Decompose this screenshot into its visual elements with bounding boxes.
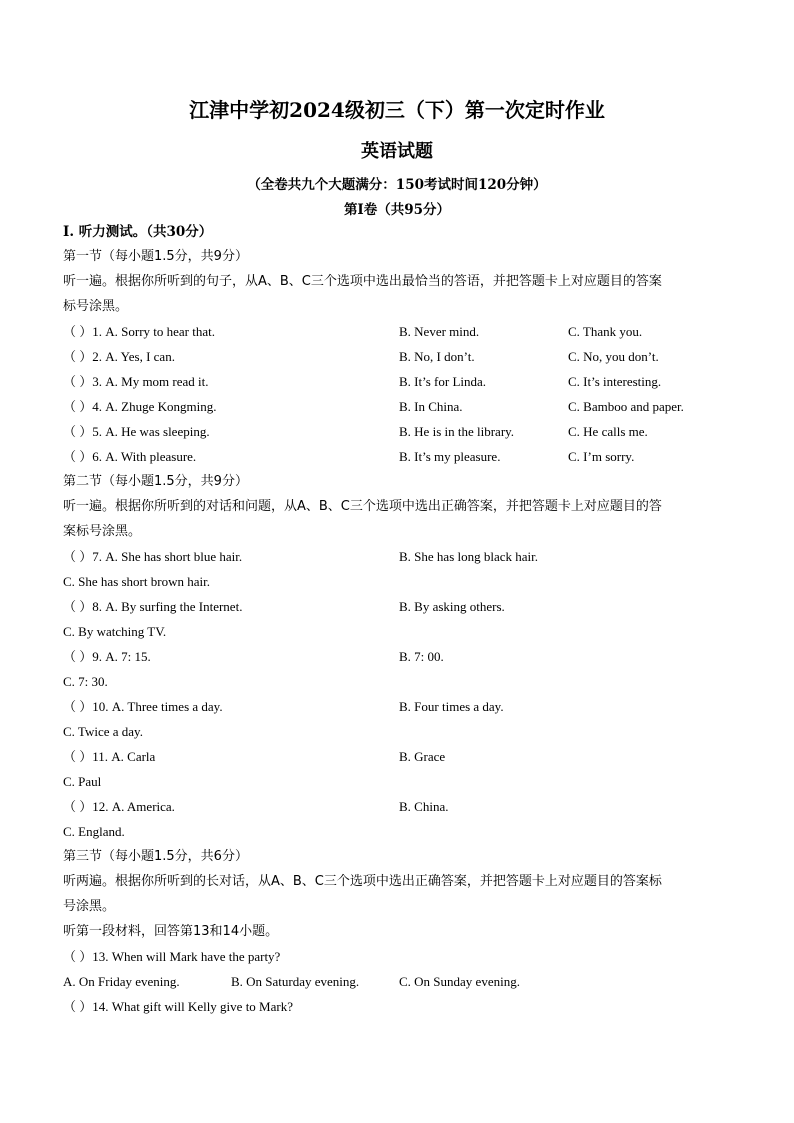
q1-option-b: B. Never mind. — [399, 324, 480, 339]
q11-option-c: C. Paul — [63, 774, 102, 789]
sec3-instruction-line1: 听两遍。根据你所听到的长对话，从A、B、C三个选项中选出正确答案，并把答题卡上对应题目的答案标 — [63, 874, 662, 889]
q11-option-a: （ ）11. A. Carla — [63, 749, 156, 764]
part1-heading: I. 听力测试。（共30分） — [63, 224, 213, 240]
q1-option-a: （ ）1. A. Sorry to hear that. — [63, 324, 216, 339]
q7-option-b: B. She has long black hair. — [399, 549, 539, 564]
q7-option-a: （ ）7. A. She has short blue hair. — [63, 549, 243, 564]
q3-option-c: C. It’s interesting. — [568, 374, 662, 389]
q10-option-b: B. Four times a day. — [399, 699, 504, 714]
q13-option-a: A. On Friday evening. — [63, 974, 180, 989]
q8-option-c: C. By watching TV. — [63, 624, 167, 639]
q6-option-a: （ ）6. A. With pleasure. — [63, 449, 197, 464]
exam-note: （全卷共九个大题满分：150考试时间120分钟） — [247, 177, 547, 193]
subject-title: 英语试题 — [361, 141, 433, 162]
q1-option-c: C. Thank you. — [568, 324, 643, 339]
q12-option-c: C. England. — [63, 824, 125, 839]
q5-option-c: C. He calls me. — [568, 424, 648, 439]
exam-title: 江津中学初2024级初三（下）第一次定时作业 — [189, 98, 605, 122]
q6-option-b: B. It’s my pleasure. — [399, 449, 501, 464]
sec3-title: 第三节（每小题1.5分，共6分） — [63, 849, 248, 864]
q10-option-a: （ ）10. A. Three times a day. — [63, 699, 223, 714]
sec1-instruction-line1: 听一遍。根据你所听到的句子，从A、B、C三个选项中选出最恰当的答语，并把答题卡上对应题目的答案 — [63, 274, 662, 289]
q9-option-c: C. 7: 30. — [63, 674, 108, 689]
q3-option-b: B. It’s for Linda. — [399, 374, 487, 389]
q9-option-a: （ ）9. A. 7: 15. — [63, 649, 151, 664]
q6-option-c: C. I’m sorry. — [568, 449, 635, 464]
q14-question: （ ）14. What gift will Kelly give to Mark? — [63, 999, 293, 1014]
q8-option-b: B. By asking others. — [399, 599, 505, 614]
sec2-title: 第二节（每小题1.5分，共9分） — [63, 474, 248, 489]
sec1-instruction-line2: 标号涂黑。 — [63, 299, 129, 314]
sec3-instruction-line2: 号涂黑。 — [63, 899, 116, 914]
q2-option-a: （ ）2. A. Yes, I can. — [63, 349, 175, 364]
q13-question: （ ）13. When will Mark have the party? — [63, 949, 281, 964]
q2-option-b: B. No, I don’t. — [399, 349, 475, 364]
q12-option-a: （ ）12. A. America. — [63, 799, 175, 814]
q9-option-b: B. 7: 00. — [399, 649, 444, 664]
sec3-material-note: 听第一段材料，回答第13和14小题。 — [63, 924, 279, 939]
q2-option-c: C. No, you don’t. — [568, 349, 659, 364]
q12-option-b: B. China. — [399, 799, 449, 814]
q13-option-b: B. On Saturday evening. — [231, 974, 360, 989]
q4-option-c: C. Bamboo and paper. — [568, 399, 684, 414]
q8-option-a: （ ）8. A. By surfing the Internet. — [63, 599, 243, 614]
q3-option-a: （ ）3. A. My mom read it. — [63, 374, 209, 389]
q5-option-b: B. He is in the library. — [399, 424, 515, 439]
q4-option-a: （ ）4. A. Zhuge Kongming. — [63, 399, 217, 414]
sec2-instruction-line2: 案标号涂黑。 — [63, 524, 142, 539]
q10-option-c: C. Twice a day. — [63, 724, 143, 739]
q5-option-a: （ ）5. A. He was sleeping. — [63, 424, 210, 439]
q7-option-c: C. She has short brown hair. — [63, 574, 210, 589]
sec1-title: 第一节（每小题1.5分，共9分） — [63, 249, 248, 264]
q11-option-b: B. Grace — [399, 749, 446, 764]
q13-option-c: C. On Sunday evening. — [399, 974, 520, 989]
volume-title: 第I卷（共95分） — [343, 202, 451, 218]
sec2-instruction-line1: 听一遍。根据你所听到的对话和问题，从A、B、C三个选项中选出正确答案，并把答题卡上对应题目的答 — [63, 499, 662, 514]
q4-option-b: B. In China. — [399, 399, 463, 414]
